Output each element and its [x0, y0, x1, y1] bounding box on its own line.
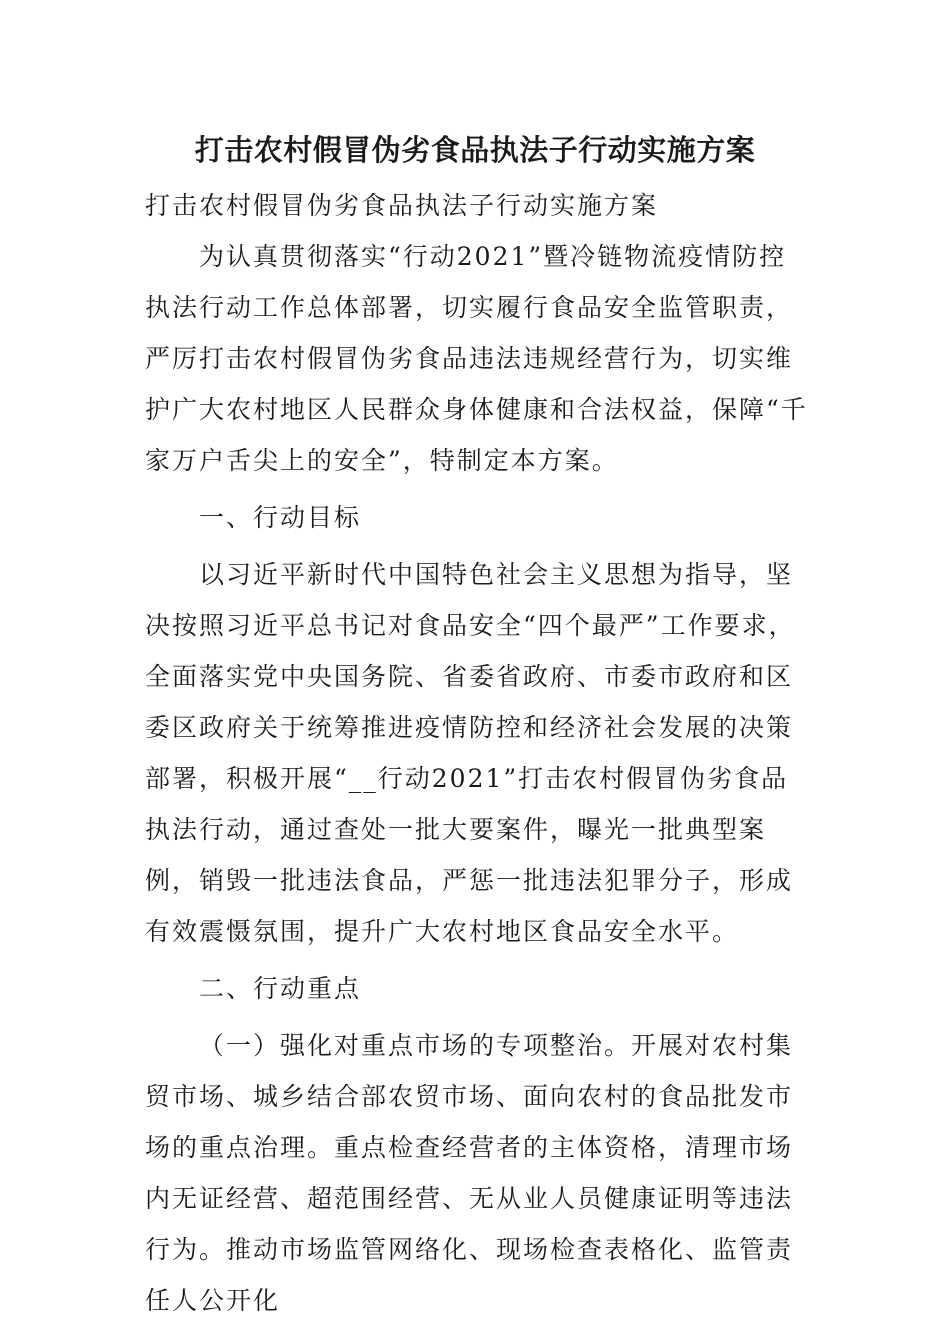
section-heading-goals: 一、行动目标 [199, 503, 362, 532]
focus-item-1-paragraph: （一）强化对重点市场的专项整治。开展对农村集贸市场、城乡结合部农贸市场、面向农村的食品批发市场的重点治理。重点检查经营者的主体资格，清理市场内无证经营、超范围经营、无从业人员健康证明等违法行为。推动市场监管网络化、现场检查表格化、监管责任人公开化 [145, 1031, 794, 1315]
document-body [145, 180, 813, 1326]
goals-paragraph: 以习近平新时代中国特色社会主义思想为指导，坚决按照习近平总书记对食品安全“四个最严”工作要求，全面落实党中央国务院、省委省政府、市委市政府和区委区政府关于统筹推进疫情防控和经济社会发展的决策部署，积极开展“__行动2021”打击农村假冒伪劣食品执法行动，通过查处一批大要案件，曝光一批典型案例，销毁一批违法食品，严惩一批违法犯罪分子，形成有效震慑氛围，提升广大农村地区食品安全水平。 [145, 560, 796, 946]
section-heading-focus: 二、行动重点 [199, 974, 362, 1003]
document-title: 打击农村假冒伪劣食品执法子行动实施方案 [194, 133, 756, 167]
intro-paragraph: 为认真贯彻落实“行动2021”暨冷链物流疫情防控执法行动工作总体部署，切实履行食品安全监管职责，严厉打击农村假冒伪劣食品违法违规经营行为，切实维护广大农村地区人民群众身体健康和合法权益，保障“千家万户舌尖上的安全”，特制定本方案。 [145, 242, 808, 475]
document-subtitle: 打击农村假冒伪劣食品执法子行动实施方案 [145, 191, 659, 220]
